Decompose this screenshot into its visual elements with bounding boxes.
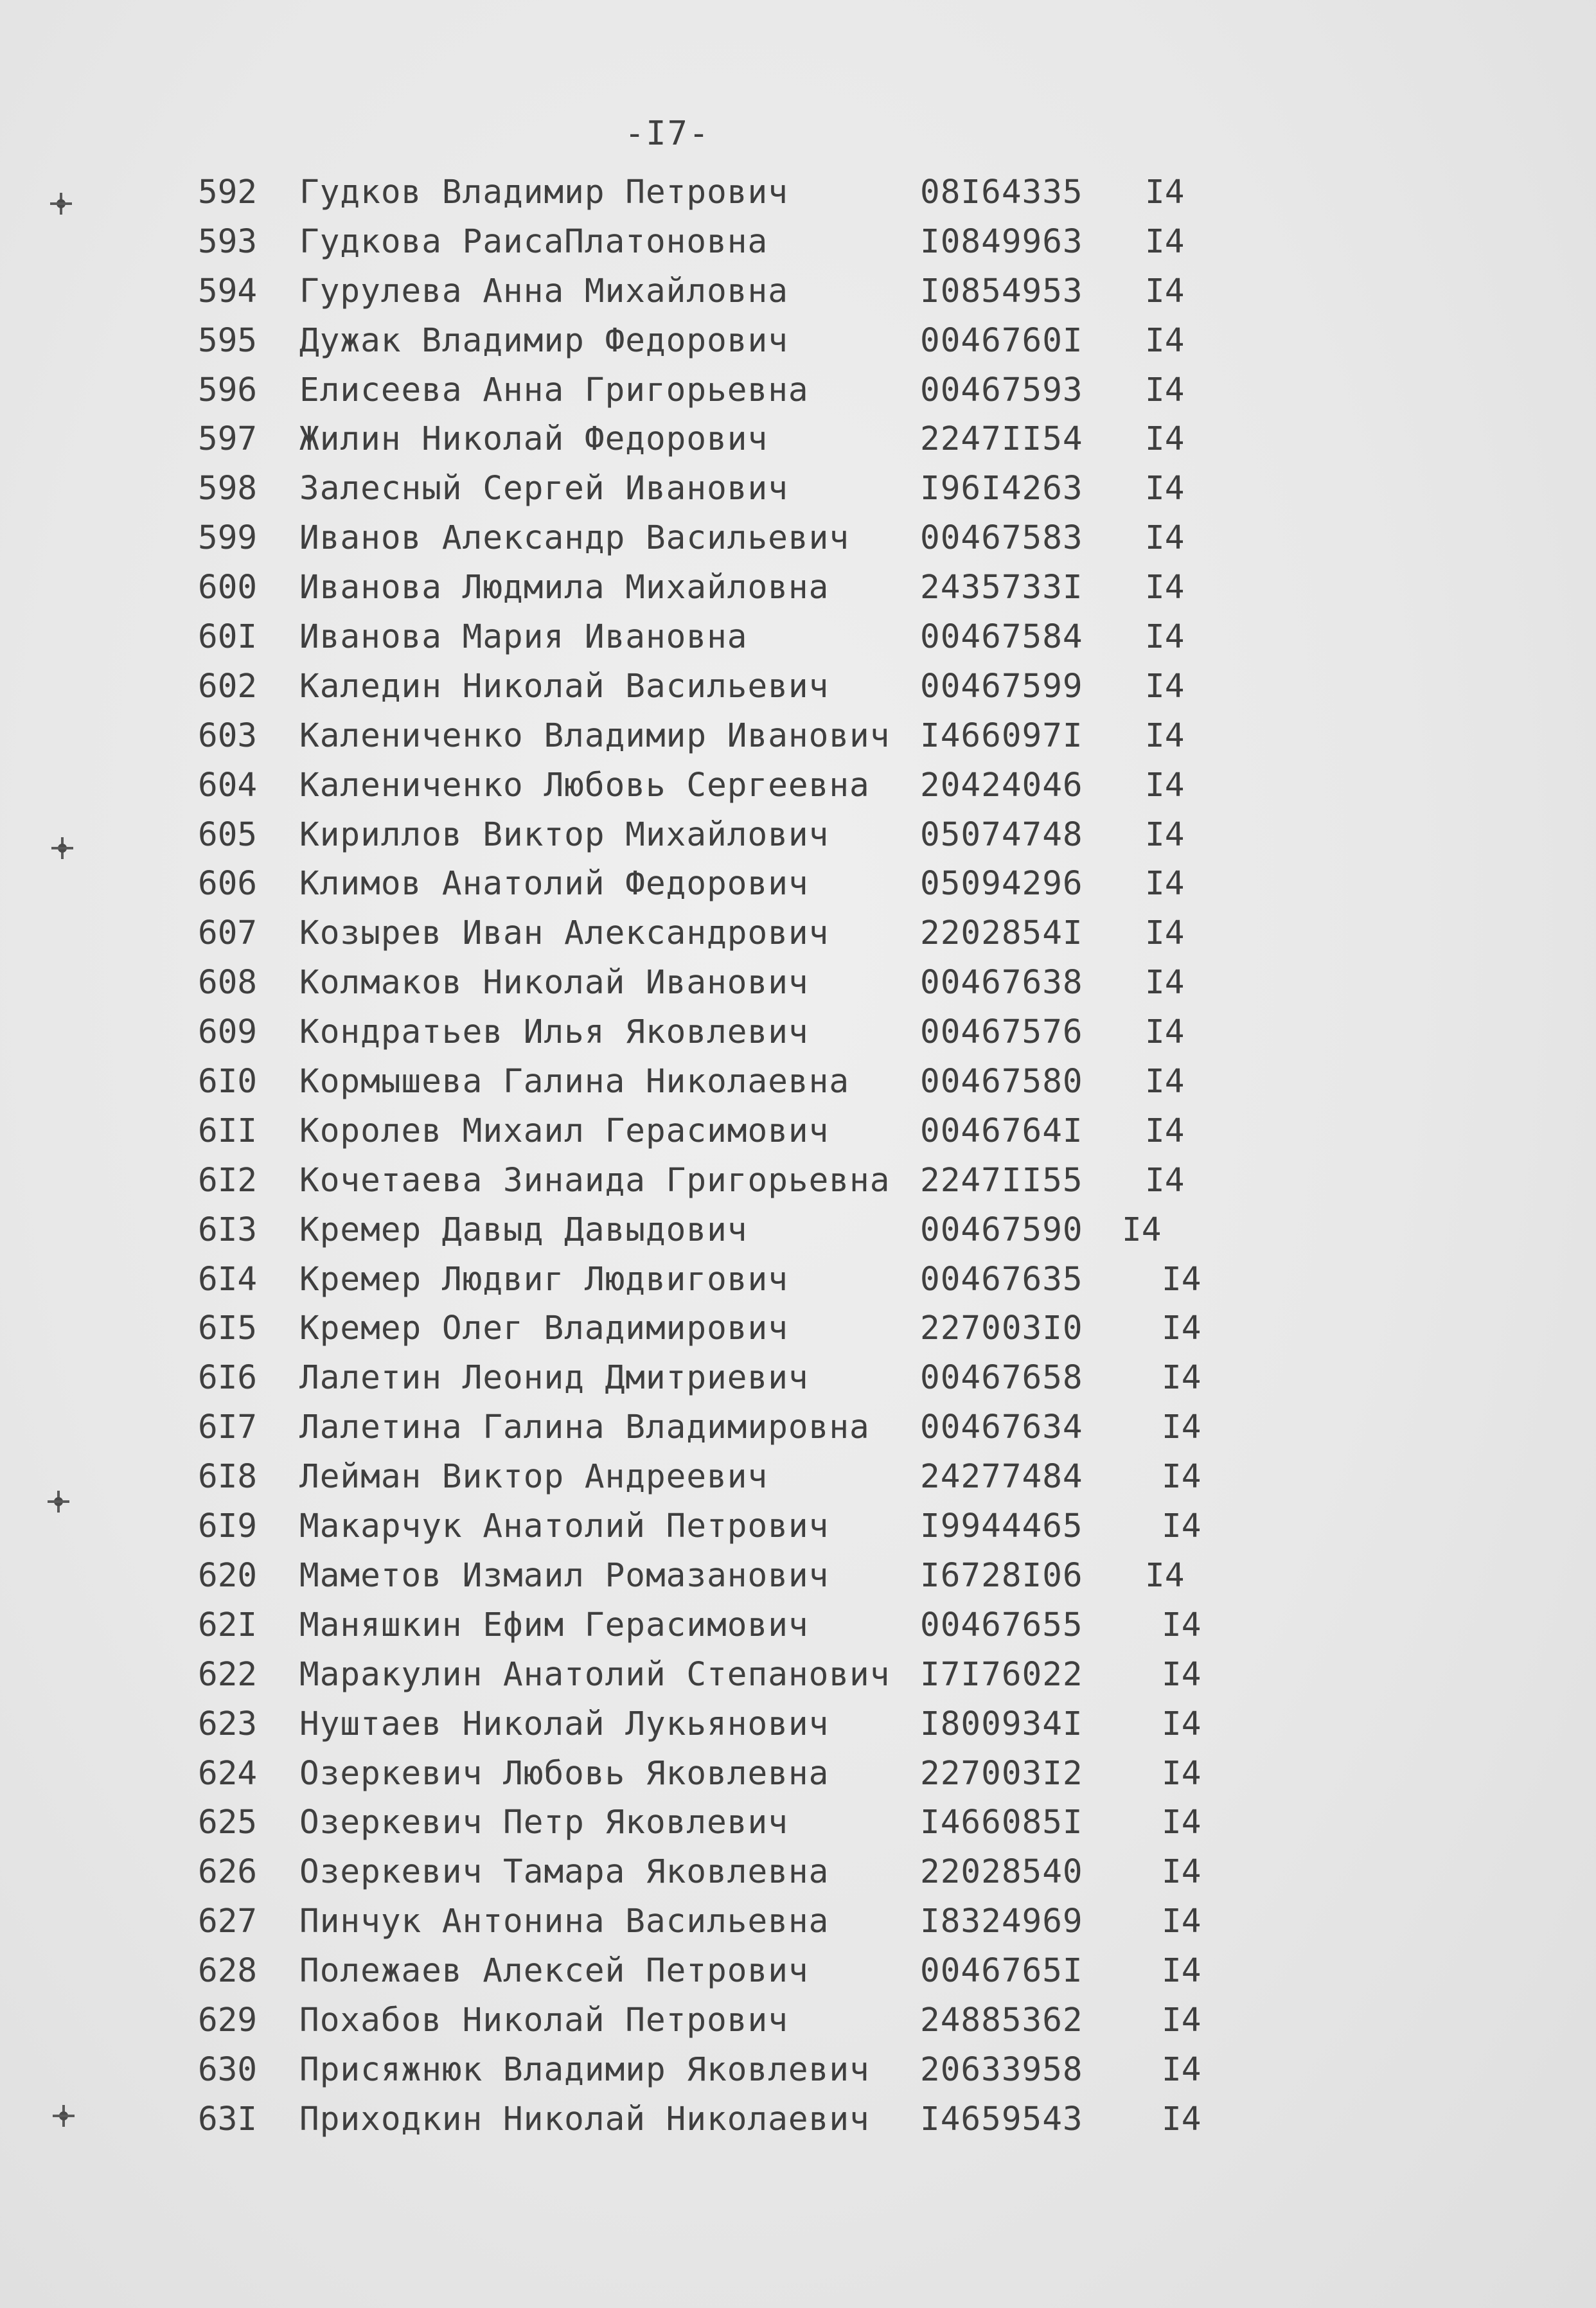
entry-full-name: Калениченко Любовь Сергеевна bbox=[299, 766, 870, 804]
list-item bbox=[0, 415, 1596, 465]
entry-code: I0849963 bbox=[920, 222, 1083, 261]
list-item bbox=[0, 366, 1596, 416]
entry-full-name: Маракулин Анатолий Степанович bbox=[299, 1655, 891, 1694]
entry-full-name: Кормышева Галина Николаевна bbox=[299, 1063, 850, 1101]
entry-full-name: Лалетина Галина Владимировна bbox=[299, 1408, 870, 1447]
entry-full-name: Полежаев Алексей Петрович bbox=[299, 1952, 809, 1991]
list-item bbox=[0, 1008, 1596, 1058]
entry-code: I466097I bbox=[920, 716, 1083, 755]
entry-code: I4659543 bbox=[920, 2100, 1083, 2138]
entry-number: 594 bbox=[198, 272, 258, 310]
entry-number: 629 bbox=[198, 2001, 258, 2039]
entry-code: 00467634 bbox=[920, 1408, 1083, 1447]
list-item bbox=[0, 761, 1596, 811]
entry-category: I4 bbox=[1162, 2100, 1201, 2138]
list-item bbox=[0, 1996, 1596, 2046]
entry-number: 62I bbox=[198, 1606, 258, 1644]
entry-full-name: Лалетин Леонид Дмитриевич bbox=[299, 1359, 809, 1398]
entry-number: 604 bbox=[198, 766, 258, 804]
entry-code: 00467599 bbox=[920, 667, 1083, 706]
entry-number: 60I bbox=[198, 618, 258, 657]
entry-full-name: Жилин Николай Федорович bbox=[299, 420, 768, 459]
entry-category: I4 bbox=[1145, 272, 1185, 310]
entry-code: 00467580 bbox=[920, 1063, 1083, 1101]
entry-code: 00467584 bbox=[920, 618, 1083, 657]
entry-number: 593 bbox=[198, 222, 258, 261]
entry-full-name: Колмаков Николай Иванович bbox=[299, 964, 809, 1002]
entry-number: 63I bbox=[198, 2100, 258, 2138]
entry-category: I4 bbox=[1162, 1408, 1201, 1447]
entry-number: 6II bbox=[198, 1112, 258, 1150]
entry-full-name: Гурулева Анна Михайловна bbox=[299, 272, 788, 310]
entry-code: I466085I bbox=[920, 1804, 1083, 1842]
entry-number: 6I0 bbox=[198, 1063, 258, 1101]
entry-number: 602 bbox=[198, 667, 258, 706]
page-number: -I7- bbox=[625, 114, 711, 153]
entry-category: I4 bbox=[1162, 1853, 1201, 1892]
entry-code: 00467590 bbox=[920, 1211, 1083, 1249]
entry-full-name: Маняшкин Ефим Герасимович bbox=[299, 1606, 809, 1644]
entry-number: 6I5 bbox=[198, 1309, 258, 1348]
entry-code: 2202854I bbox=[920, 914, 1083, 953]
entry-category: I4 bbox=[1162, 1309, 1201, 1348]
entry-category: I4 bbox=[1162, 2050, 1201, 2089]
list-item bbox=[0, 267, 1596, 317]
entry-full-name: Козырев Иван Александрович bbox=[299, 914, 829, 953]
entry-number: 622 bbox=[198, 1655, 258, 1694]
list-item bbox=[0, 1651, 1596, 1700]
entry-number: 625 bbox=[198, 1804, 258, 1842]
entry-category: I4 bbox=[1145, 222, 1185, 261]
list-item bbox=[0, 860, 1596, 909]
entry-category: I4 bbox=[1145, 173, 1185, 211]
entry-number: 630 bbox=[198, 2050, 258, 2089]
entry-full-name: Иванова Мария Ивановна bbox=[299, 618, 748, 657]
list-item bbox=[0, 1206, 1596, 1256]
entry-code: 24277484 bbox=[920, 1458, 1083, 1496]
entry-full-name: Лейман Виктор Андреевич bbox=[299, 1458, 768, 1496]
entry-full-name: Залесный Сергей Иванович bbox=[299, 470, 788, 508]
list-item bbox=[0, 1750, 1596, 1799]
entry-full-name: Кремер Людвиг Людвигович bbox=[299, 1260, 788, 1299]
entry-full-name: Гудкова РаисаПлатоновна bbox=[299, 222, 768, 261]
entry-full-name: Иванова Людмила Михайловна bbox=[299, 569, 829, 607]
entry-code: 22028540 bbox=[920, 1853, 1083, 1892]
list-item bbox=[0, 1700, 1596, 1750]
entry-full-name: Королев Михаил Герасимович bbox=[299, 1112, 829, 1150]
entry-category: I4 bbox=[1162, 1804, 1201, 1842]
list-item bbox=[0, 811, 1596, 860]
entry-number: 6I7 bbox=[198, 1408, 258, 1447]
entry-category: I4 bbox=[1162, 1655, 1201, 1694]
entry-category: I4 bbox=[1145, 865, 1185, 903]
list-item bbox=[0, 613, 1596, 662]
entry-number: 6I6 bbox=[198, 1359, 258, 1398]
entry-number: 595 bbox=[198, 321, 258, 360]
entry-full-name: Нуштаев Николай Лукьянович bbox=[299, 1705, 829, 1743]
entry-category: I4 bbox=[1145, 1063, 1185, 1101]
entry-category: I4 bbox=[1145, 815, 1185, 854]
entry-code: 00467635 bbox=[920, 1260, 1083, 1299]
list-item bbox=[0, 1256, 1596, 1305]
entry-category: I4 bbox=[1145, 1112, 1185, 1150]
list-item bbox=[0, 1354, 1596, 1403]
list-item bbox=[0, 1453, 1596, 1502]
entry-full-name: Макарчук Анатолий Петрович bbox=[299, 1507, 829, 1546]
entry-category: I4 bbox=[1145, 321, 1185, 360]
entry-number: 623 bbox=[198, 1705, 258, 1743]
entry-category: I4 bbox=[1162, 2001, 1201, 2039]
entry-category: I4 bbox=[1145, 1161, 1185, 1200]
entry-number: 608 bbox=[198, 964, 258, 1002]
list-item bbox=[0, 1601, 1596, 1651]
entry-category: I4 bbox=[1162, 1260, 1201, 1299]
entry-code: 05074748 bbox=[920, 815, 1083, 854]
entry-category: I4 bbox=[1162, 1458, 1201, 1496]
entry-number: 624 bbox=[198, 1754, 258, 1793]
entry-code: 227003I2 bbox=[920, 1754, 1083, 1793]
list-item bbox=[0, 168, 1596, 218]
entry-number: 603 bbox=[198, 716, 258, 755]
entry-code: 2247II55 bbox=[920, 1161, 1083, 1200]
list-item bbox=[0, 1947, 1596, 1996]
entry-number: 599 bbox=[198, 519, 258, 558]
list-item bbox=[0, 1304, 1596, 1354]
entry-number: 628 bbox=[198, 1952, 258, 1991]
entry-full-name: Каледин Николай Васильевич bbox=[299, 667, 829, 706]
entry-number: 607 bbox=[198, 914, 258, 953]
entry-category: I4 bbox=[1145, 470, 1185, 508]
entry-number: 6I4 bbox=[198, 1260, 258, 1299]
entry-full-name: Климов Анатолий Федорович bbox=[299, 865, 809, 903]
entry-full-name: Присяжнюк Владимир Яковлевич bbox=[299, 2050, 870, 2089]
entry-full-name: Дужак Владимир Федорович bbox=[299, 321, 788, 360]
list-item bbox=[0, 1502, 1596, 1552]
entry-category: I4 bbox=[1162, 1705, 1201, 1743]
entry-category: I4 bbox=[1162, 1952, 1201, 1991]
list-item bbox=[0, 1848, 1596, 1897]
entry-code: 00467593 bbox=[920, 371, 1083, 409]
entry-category: I4 bbox=[1145, 667, 1185, 706]
entry-number: 606 bbox=[198, 865, 258, 903]
entry-number: 592 bbox=[198, 173, 258, 211]
entry-code: 0046765I bbox=[920, 1952, 1083, 1991]
entry-category: I4 bbox=[1145, 766, 1185, 804]
entry-category: I4 bbox=[1162, 1903, 1201, 1941]
name-list bbox=[0, 168, 1596, 2145]
entry-code: 2247II54 bbox=[920, 420, 1083, 459]
entry-code: 00467638 bbox=[920, 964, 1083, 1002]
list-item bbox=[0, 1058, 1596, 1107]
entry-full-name: Пинчук Антонина Васильевна bbox=[299, 1903, 829, 1941]
entry-code: 2435733I bbox=[920, 569, 1083, 607]
entry-category: I4 bbox=[1145, 1556, 1185, 1595]
entry-code: 20424046 bbox=[920, 766, 1083, 804]
entry-code: 05094296 bbox=[920, 865, 1083, 903]
entry-number: 600 bbox=[198, 569, 258, 607]
list-item bbox=[0, 564, 1596, 613]
list-item bbox=[0, 218, 1596, 267]
list-item bbox=[0, 465, 1596, 514]
entry-code: 00467583 bbox=[920, 519, 1083, 558]
entry-full-name: Калениченко Владимир Иванович bbox=[299, 716, 891, 755]
entry-number: 6I9 bbox=[198, 1507, 258, 1546]
entry-number: 597 bbox=[198, 420, 258, 459]
entry-category: I4 bbox=[1145, 914, 1185, 953]
entry-number: 6I2 bbox=[198, 1161, 258, 1200]
entry-full-name: Иванов Александр Васильевич bbox=[299, 519, 850, 558]
entry-code: I96I4263 bbox=[920, 470, 1083, 508]
list-item bbox=[0, 1403, 1596, 1453]
entry-number: 598 bbox=[198, 470, 258, 508]
entry-code: 24885362 bbox=[920, 2001, 1083, 2039]
entry-code: 20633958 bbox=[920, 2050, 1083, 2089]
entry-full-name: Елисеева Анна Григорьевна bbox=[299, 371, 809, 409]
entry-number: 605 bbox=[198, 815, 258, 854]
entry-category: I4 bbox=[1145, 420, 1185, 459]
entry-code: 00467576 bbox=[920, 1013, 1083, 1052]
entry-category: I4 bbox=[1162, 1754, 1201, 1793]
list-item bbox=[0, 1157, 1596, 1206]
entry-code: I6728I06 bbox=[920, 1556, 1083, 1595]
entry-number: 626 bbox=[198, 1853, 258, 1892]
list-item bbox=[0, 2046, 1596, 2095]
entry-number: 620 bbox=[198, 1556, 258, 1595]
list-item bbox=[0, 712, 1596, 761]
list-item bbox=[0, 2095, 1596, 2145]
entry-full-name: Гудков Владимир Петрович bbox=[299, 173, 788, 211]
list-item bbox=[0, 909, 1596, 959]
entry-full-name: Кириллов Виктор Михайлович bbox=[299, 815, 829, 854]
entry-code: 0046760I bbox=[920, 321, 1083, 360]
entry-category: I4 bbox=[1145, 1013, 1185, 1052]
entry-full-name: Похабов Николай Петрович bbox=[299, 2001, 788, 2039]
entry-code: 00467658 bbox=[920, 1359, 1083, 1398]
entry-category: I4 bbox=[1145, 964, 1185, 1002]
entry-category: I4 bbox=[1145, 519, 1185, 558]
entry-full-name: Кремер Олег Владимирович bbox=[299, 1309, 788, 1348]
entry-full-name: Приходкин Николай Николаевич bbox=[299, 2100, 870, 2138]
entry-code: 00467655 bbox=[920, 1606, 1083, 1644]
list-item bbox=[0, 1897, 1596, 1947]
entry-category: I4 bbox=[1162, 1359, 1201, 1398]
list-item bbox=[0, 317, 1596, 366]
entry-code: I9944465 bbox=[920, 1507, 1083, 1546]
entry-category: I4 bbox=[1145, 618, 1185, 657]
entry-code: 227003I0 bbox=[920, 1309, 1083, 1348]
list-item bbox=[0, 514, 1596, 564]
entry-full-name: Кремер Давыд Давыдович bbox=[299, 1211, 748, 1249]
entry-full-name: Озеркевич Петр Яковлевич bbox=[299, 1804, 788, 1842]
entry-number: 596 bbox=[198, 371, 258, 409]
entry-category: I4 bbox=[1145, 371, 1185, 409]
entry-number: 609 bbox=[198, 1013, 258, 1052]
list-item bbox=[0, 1552, 1596, 1601]
entry-number: 6I3 bbox=[198, 1211, 258, 1249]
entry-category: I4 bbox=[1162, 1606, 1201, 1644]
entry-full-name: Кондратьев Илья Яковлевич bbox=[299, 1013, 809, 1052]
entry-category: I4 bbox=[1122, 1211, 1162, 1249]
entry-full-name: Кочетаева Зинаида Григорьевна bbox=[299, 1161, 891, 1200]
entry-code: I800934I bbox=[920, 1705, 1083, 1743]
entry-code: 08I64335 bbox=[920, 173, 1083, 211]
entry-number: 6I8 bbox=[198, 1458, 258, 1496]
entry-full-name: Озеркевич Тамара Яковлевна bbox=[299, 1853, 829, 1892]
entry-number: 627 bbox=[198, 1903, 258, 1941]
list-item bbox=[0, 662, 1596, 712]
entry-full-name: Озеркевич Любовь Яковлевна bbox=[299, 1754, 829, 1793]
entry-category: I4 bbox=[1145, 569, 1185, 607]
entry-category: I4 bbox=[1162, 1507, 1201, 1546]
entry-code: I0854953 bbox=[920, 272, 1083, 310]
entry-code: I8324969 bbox=[920, 1903, 1083, 1941]
entry-code: 0046764I bbox=[920, 1112, 1083, 1150]
entry-category: I4 bbox=[1145, 716, 1185, 755]
entry-full-name: Маметов Измаил Ромазанович bbox=[299, 1556, 829, 1595]
list-item bbox=[0, 959, 1596, 1008]
list-item bbox=[0, 1107, 1596, 1157]
entry-code: I7I76022 bbox=[920, 1655, 1083, 1694]
list-item bbox=[0, 1798, 1596, 1848]
